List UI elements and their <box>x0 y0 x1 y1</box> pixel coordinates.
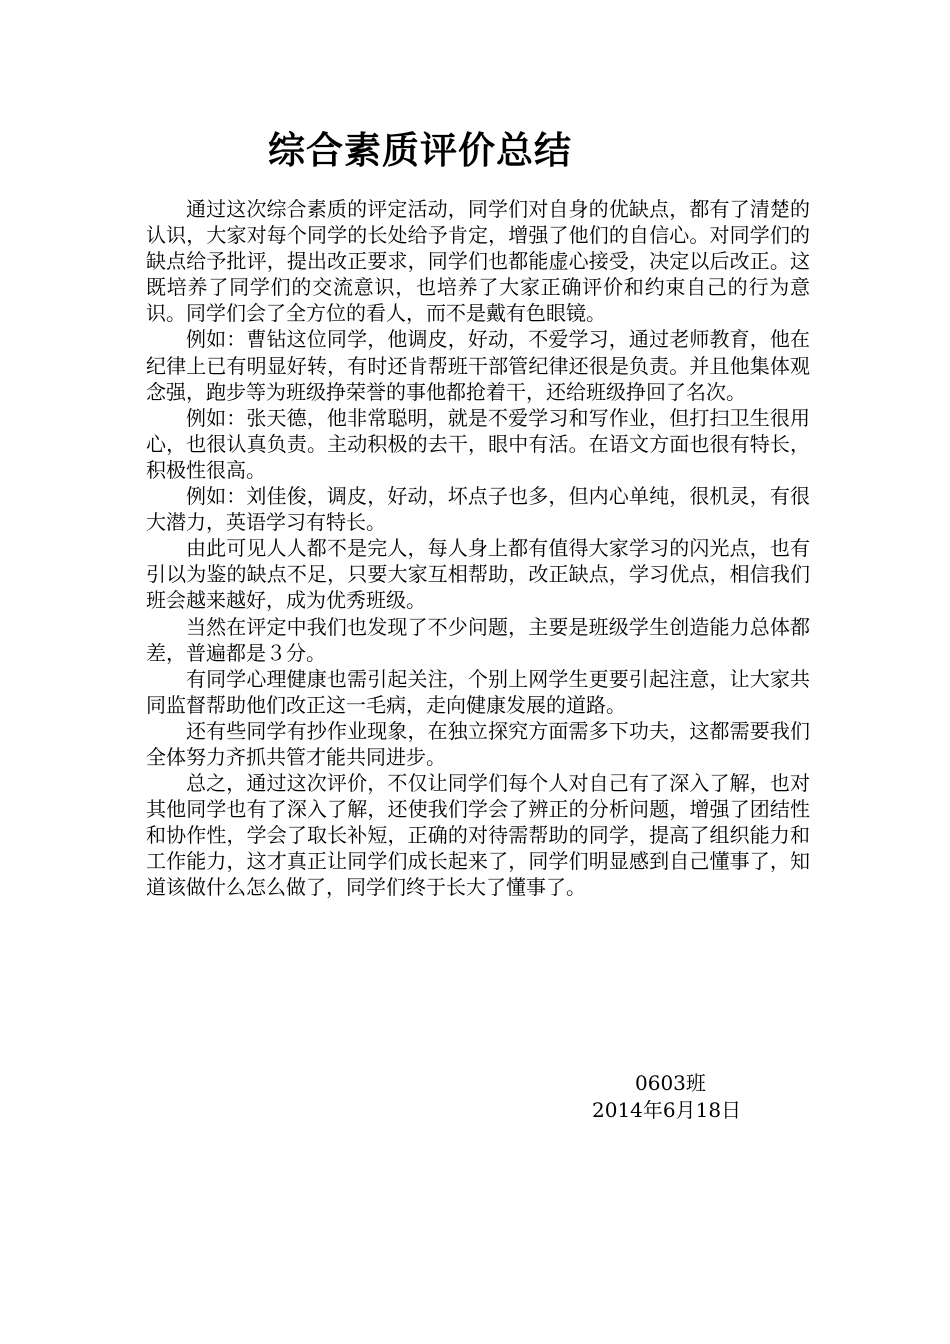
paragraph-conclusion-strengths: 由此可见人人都不是完人，每人身上都有值得大家学习的闪光点，也有引以为鉴的缺点不足，只要大家互相帮助，改正缺点，学习优点，相信我们班会越来越好，成为优秀班级。 <box>146 536 810 613</box>
paragraph-problem-mental-health: 有同学心理健康也需引起关注，个别上网学生更要引起注意，让大家共同监督帮助他们改正这一毛病，走向健康发展的道路。 <box>146 666 810 717</box>
signature-date: 2014年6月18日 <box>592 1098 742 1122</box>
paragraph-intro: 通过这次综合素质的评定活动，同学们对自身的优缺点，都有了清楚的认识，大家对每个同学的长处给予肯定，增强了他们的自信心。对同学们的缺点给予批评，提出改正要求，同学们也都能虚心接受，决定以后改正。这既培养了同学们的交流意识，也培养了大家正确评价和约束自己的行为意识。同学们会了全方位的看人，而不是戴有色眼镜。 <box>146 197 810 326</box>
signature-class-name: 0603班 <box>635 1071 706 1095</box>
paragraph-summary: 总之，通过这次评价，不仅让同学们每个人对自己有了深入了解，也对其他同学也有了深入了解，还使我们学会了辨正的分析问题，增强了团结性和协作性，学会了取长补短，正确的对待需帮助的同学，提高了组织能力和工作能力，这才真正让同学们成长起来了，同学们明显感到自己懂事了，知道该做什么怎么做了，同学们终于长大了懂事了。 <box>146 771 810 900</box>
paragraph-example-liu: 例如：刘佳俊，调皮，好动，坏点子也多，但内心单纯，很机灵，有很大潜力，英语学习有特长。 <box>146 484 810 535</box>
paragraph-problem-homework: 还有些同学有抄作业现象，在独立探究方面需多下功夫，这都需要我们全体努力齐抓共管才能共同进步。 <box>146 718 810 769</box>
paragraph-example-cao: 例如：曹钻这位同学，他调皮，好动，不爱学习，通过老师教育，他在纪律上已有明显好转，有时还肯帮班干部管纪律还很是负责。并且他集体观念强，跑步等为班级挣荣誉的事他都抢着干，还给班级挣回了名次。 <box>146 327 810 404</box>
document-title: 综合素质评价总结 <box>268 128 572 172</box>
document-body <box>146 196 810 901</box>
paragraph-example-zhang: 例如：张天德，他非常聪明，就是不爱学习和写作业，但打扫卫生很用心，也很认真负责。主动积极的去干，眼中有活。在语文方面也很有特长，积极性很高。 <box>146 405 810 482</box>
paragraph-problem-creativity: 当然在评定中我们也发现了不少问题，主要是班级学生创造能力总体都差，普遍都是３分。 <box>146 614 810 665</box>
